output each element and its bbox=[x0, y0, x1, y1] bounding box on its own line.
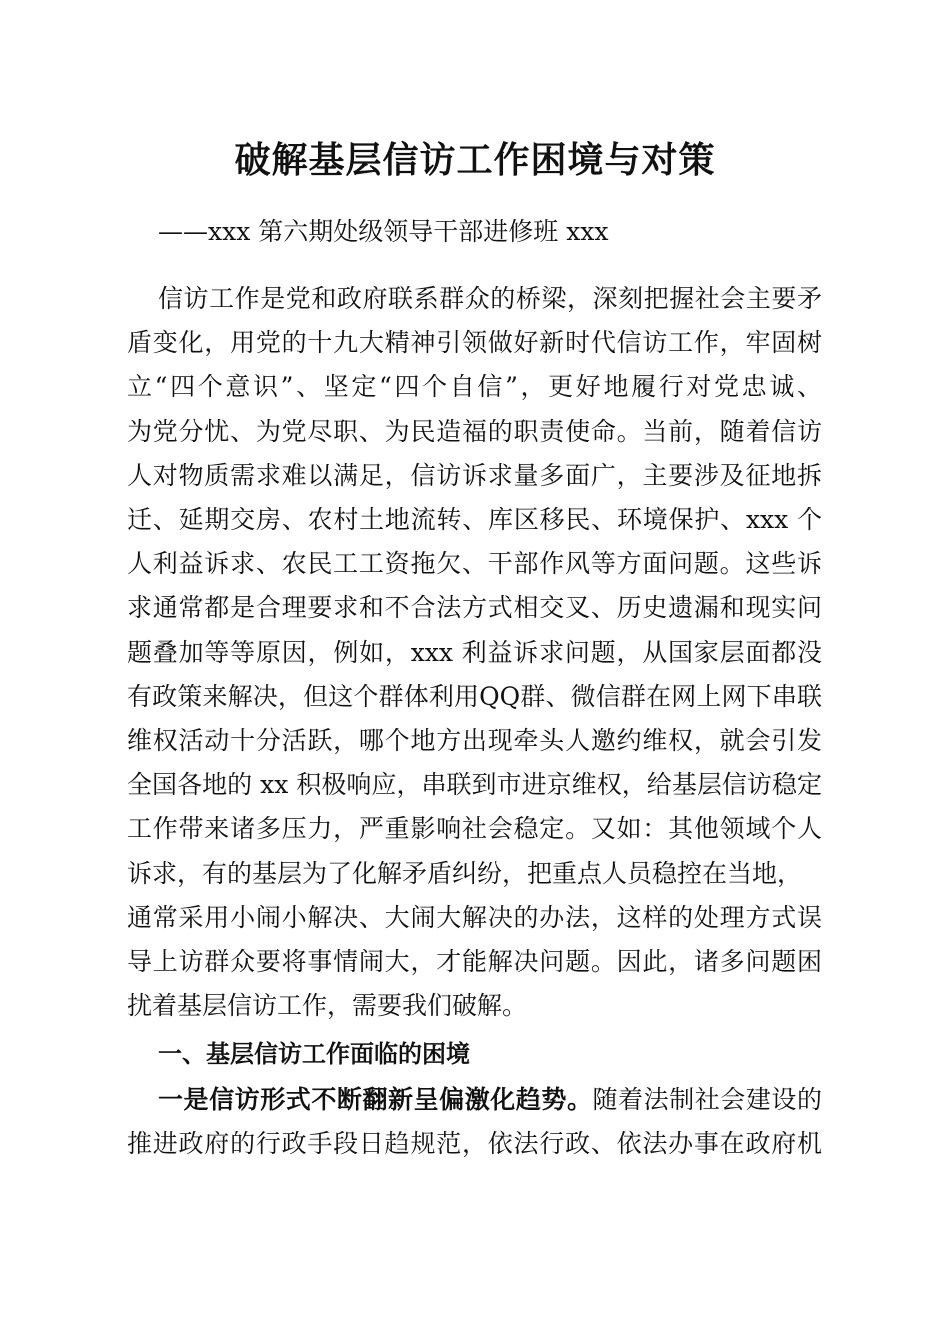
paragraph-line: 人利益诉求、农民工工资拖欠、干部作风等方面问题。这些诉 bbox=[127, 549, 822, 579]
paragraph-line: 扰着基层信访工作，需要我们破解。 bbox=[127, 991, 528, 1021]
paragraph-line: 迁、延期交房、农村土地流转、库区移民、环境保护、xxx 个 bbox=[127, 505, 822, 534]
paragraph-line: 人对物质需求难以满足，信访诉求量多面广，主要涉及征地拆 bbox=[127, 460, 822, 490]
paragraph-line: 有政策来解决，但这个群体利用QQ群、微信群在网上网下串联 bbox=[127, 681, 822, 711]
section-heading: 一、基层信访工作面临的困境 bbox=[158, 1040, 470, 1068]
paragraph-line: 信访工作是党和政府联系群众的桥梁，深刻把握社会主要矛 bbox=[158, 284, 822, 313]
paragraph-line: 推进政府的行政手段日趋规范，依法行政、依法办事在政府机 bbox=[127, 1129, 822, 1158]
paragraph-lead: 一是信访形式不断翻新呈偏激化趋势。 bbox=[158, 1085, 593, 1114]
document-title: 破解基层信访工作困境与对策 bbox=[234, 139, 716, 181]
paragraph-line: 求通常都是合理要求和不合法方式相交叉、历史遗漏和现实问 bbox=[127, 593, 822, 623]
paragraph-line: 一是信访形式不断翻新呈偏激化趋势。随着法制社会建设的 bbox=[158, 1085, 822, 1114]
paragraph-line: 诉求，有的基层为了化解矛盾纠纷，把重点人员稳控在当地， bbox=[127, 858, 803, 888]
document-subtitle: ——xxx 第六期处级领导干部进修班 xxx bbox=[158, 217, 609, 246]
paragraph-line: 题叠加等等原因，例如，xxx 利益诉求问题，从国家层面都没 bbox=[127, 637, 822, 667]
paragraph-line: 立“四个意识”、坚定“四个自信”，更好地履行对党忠诚、 bbox=[127, 372, 822, 402]
paragraph-line: 维权活动十分活跃，哪个地方出现牵头人邀约维权，就会引发 bbox=[127, 726, 822, 755]
paragraph-line: 导上访群众要将事情闹大，才能解决问题。因此，诸多问题困 bbox=[127, 947, 822, 976]
paragraph-line: 全国各地的 xx 积极响应，串联到市进京维权，给基层信访稳定 bbox=[127, 770, 822, 800]
paragraph-line: 通常采用小闹小解决、大闹大解决的办法，这样的处理方式误 bbox=[127, 902, 822, 932]
paragraph-line: 工作带来诸多压力，严重影响社会稳定。又如：其他领域个人 bbox=[127, 814, 822, 844]
paragraph-line: 为党分忧、为党尽职、为民造福的职责使命。当前，随着信访 bbox=[127, 416, 822, 446]
paragraph-line: 盾变化，用党的十九大精神引领做好新时代信访工作，牢固树 bbox=[127, 328, 822, 358]
